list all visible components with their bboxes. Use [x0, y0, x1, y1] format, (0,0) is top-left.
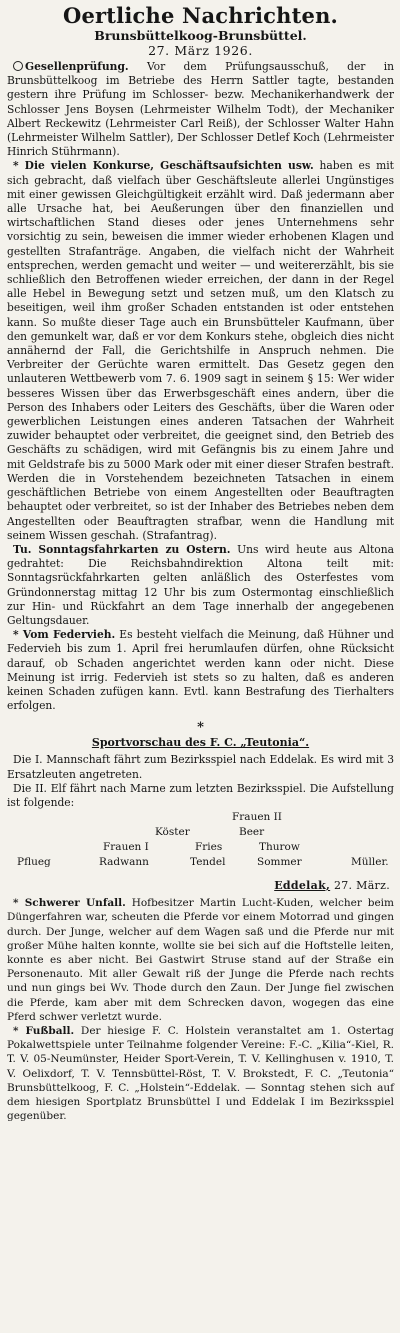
lineup-player: Radwann: [99, 856, 149, 869]
sport-line-2: Die II. Elf fährt nach Marne zum letzten Bezirksspiel. Die Aufstellung ist folgende:: [7, 781, 394, 809]
lineup-player: Köster: [155, 826, 190, 839]
lineup-row: [7, 840, 394, 855]
lineup-player: Müller.: [351, 856, 389, 869]
sport-line-1: Die I. Mannschaft fährt zum Bezirksspiel nach Eddelak. Es wird mit 3 Ersatzleuten angetreten.: [7, 753, 394, 781]
article-body: haben es mit sich gebracht, daß vielfach über Geschäftsleute allerlei Ungünstiges mit einer gewissen Gleichgültigkeit erzählt wird. Daß jedermann aber alle Ursache hat, bei Aeußerungen über den finanziellen und wirtschaftlichen Stand dieses oder jenes Unternehmens sehr vorsichtig zu sein, beweisen die immer wieder erhobenen Klagen und gestellten Strafanträge. Angaben, die vielfach nicht der Wahrheit entsprechen, werden gemacht und weiter — und weitererzählt, bis sie schließlich den Betroffenen wieder erreichen, der dann in der Regel alle Hebel in Bewegung setzt und setzen muß, um den Klatsch zu beseitigen, weil ihm großer Schaden entstanden ist oder entstehen kann. So mußte dieser Tage auch ein Brunsbütteler Kaufmann, über den gemunkelt war, daß er vor dem Konkurs stehe, obgleich dies nicht annähernd der Fall, die Gerichtshilfe in Anspruch nehmen. Die Verbreiter der Gerüchte waren ermittelt. Das Gesetz gegen den unlauteren Wettbewerb vom 7. 6. 1909 sagt in seinem § 15: Wer wider besseres Wissen über das Erwerbsgeschäft eines andern, über die Person des Inhabers oder Leiters des Geschäfts, über die Waren oder gewerblichen Leistungen eines anderen Tatsachen der Wahrheit zuwider behauptet oder verbreitet, die geeignet sind, den Betrieb des Geschäfts zu schädigen, wird mit Gefängnis bis zu einem Jahre und mit Geldstrafe bis zu 5000 Mark oder mit einer dieser Strafen bestraft. Werden die in Vorstehendem bezeichneten Tatsachen in einem geschäftlichen Betriebe von einem Angestellten oder Beauftragten behauptet oder verbreitet, so ist der Inhaber des Betriebes neben dem Angestellten oder Beauftragten strafbar, wenn die Handlung mit seinem Wissen geschah. (Strafantrag).: [7, 159, 394, 542]
lineup-player: Frauen II: [232, 811, 282, 824]
lineup-player: Thurow: [259, 841, 300, 854]
lineup-player: Beer: [239, 826, 265, 839]
team-lineup: [7, 810, 394, 870]
issue-date: 27. März 1926.: [148, 43, 253, 58]
lineup-player: Tendel: [190, 856, 226, 869]
sport-heading: Sportvorschau des F. C. „Teutonia“.: [91, 736, 310, 750]
article-lead: Gesellenprüfung.: [25, 60, 129, 73]
article-lead: * Vom Federvieh.: [13, 628, 116, 642]
lineup-row: [7, 825, 394, 840]
article-body: Es besteht vielfach die Meinung, daß Hühner und Federvieh bis zum 1. April frei herumlaufen dürfen, ohne Rücksicht darauf, ob Schaden angerichtet werden kann oder nicht. Diese Meinung ist irrig. Federvieh ist stets so zu halten, daß es anderen keinen Schaden zufügen kann. Evtl. kann Bestrafung des Tierhalters erfolgen.: [7, 628, 395, 713]
article-lead: * Fußball.: [13, 1024, 75, 1037]
article-body: Vor dem Prüfungsausschuß, der in Brunsbüttelkoog im Betriebe des Herrn Sattler tagte, bestanden gestern ihre Prüfung im Schlosser- bezw. Mechanikerhandwerk der Schlosser Jens Boysen (Lehrmeister Wilhelm Todt), der Mechaniker Albert Reckewitz (Lehrmeister Carl Reiß), der Schlosser Walter Hahn (Lehrmeister Wilhelm Sattler), Der Schlosser Detlef Koch (Lehrmeister Hinrich Stührmann).: [7, 60, 394, 159]
article-sonntagsfahrkarten: [7, 543, 394, 628]
article-gesellenpruefung: [7, 60, 394, 159]
separator-star: *: [197, 720, 204, 736]
article-body: Hofbesitzer Martin Lucht-Kuden, welcher beim Düngerfahren war, scheuten die Pferde vor einem Motorrad und gingen durch. Der Junge, welcher auf dem Wagen saß und die Pferde nur mit großer Mühe halten konnte, wollte sie bei sich auf die Hoftstelle leiten, konnte es aber nicht. Bei Gastwirt Struse stand auf der Straße ein Personenauto. Mit aller Gewalt riß der Junge die Pferde nach rechts und nun gings bei Wv. Thode durch den Zaun. Der Junge fiel zwischen die Pferde, kam aber mit dem Schrecken davon, wogegen das eine Pferd schwer verletzt wurde.: [7, 897, 395, 1023]
article-federvieh: [7, 628, 394, 713]
article-lead: Tu. Sonntagsfahrkarten zu Ostern.: [13, 542, 231, 556]
article-lead: * Schwerer Unfall.: [13, 897, 126, 910]
lineup-row: [7, 855, 394, 870]
lineup-player: Pflueg: [17, 856, 51, 869]
article-fussball: [7, 1024, 394, 1123]
article-body: Uns wird heute aus Altona gedrahtet: Die Reichsbahndirektion Altona teilt mit: Sonntagsrückfahrkarten gelten anläßlich des Osterfestes vom Gründonnerstag mittag 12 Uhr bis zum Ostermontag einschließlich zur Hin- und Rückfahrt an dem Tage innerhalb der angegebenen Geltungsdauer.: [7, 542, 394, 627]
section-subtitle: Brunsbüttelkoog-Brunsbüttel.: [94, 28, 307, 43]
article-body: Der hiesige F. C. Holstein veranstaltet am 1. Ostertag Pokalwettspiele unter Teilnahme folgender Vereine: F.-C. „Kilia“-Kiel, R. T. V. 05-Neumünster, Heider Sport-Verein, T. V. Kellinghusen v. 1910, T. V. Oelixdorf, T. V. Tennsbüttel-Röst, T. V. Brokstedt, F. C. „Teutonia“ Brunsbüttelkoog, F. C. „Holstein“-Eddelak. — Sonntag stehen sich auf dem hiesigen Sportplatz Brunsbüttel I und Eddelak I im Bezirksspiel gegenüber.: [7, 1024, 394, 1123]
section-title: Oertliche Nachrichten.: [62, 3, 339, 28]
lineup-player: Sommer: [257, 856, 302, 869]
article-schwerer-unfall: [7, 896, 394, 1024]
dateline-eddelak: Eddelak, 27. März.: [274, 879, 390, 893]
lineup-player: Fries: [195, 841, 223, 854]
lineup-row: [7, 810, 394, 825]
article-lead: * Die vielen Konkurse, Geschäftsaufsichten usw.: [13, 159, 314, 173]
article-konkurse: [7, 159, 394, 542]
circle-bullet-icon: [13, 61, 23, 71]
lineup-player: Frauen I: [103, 841, 149, 854]
